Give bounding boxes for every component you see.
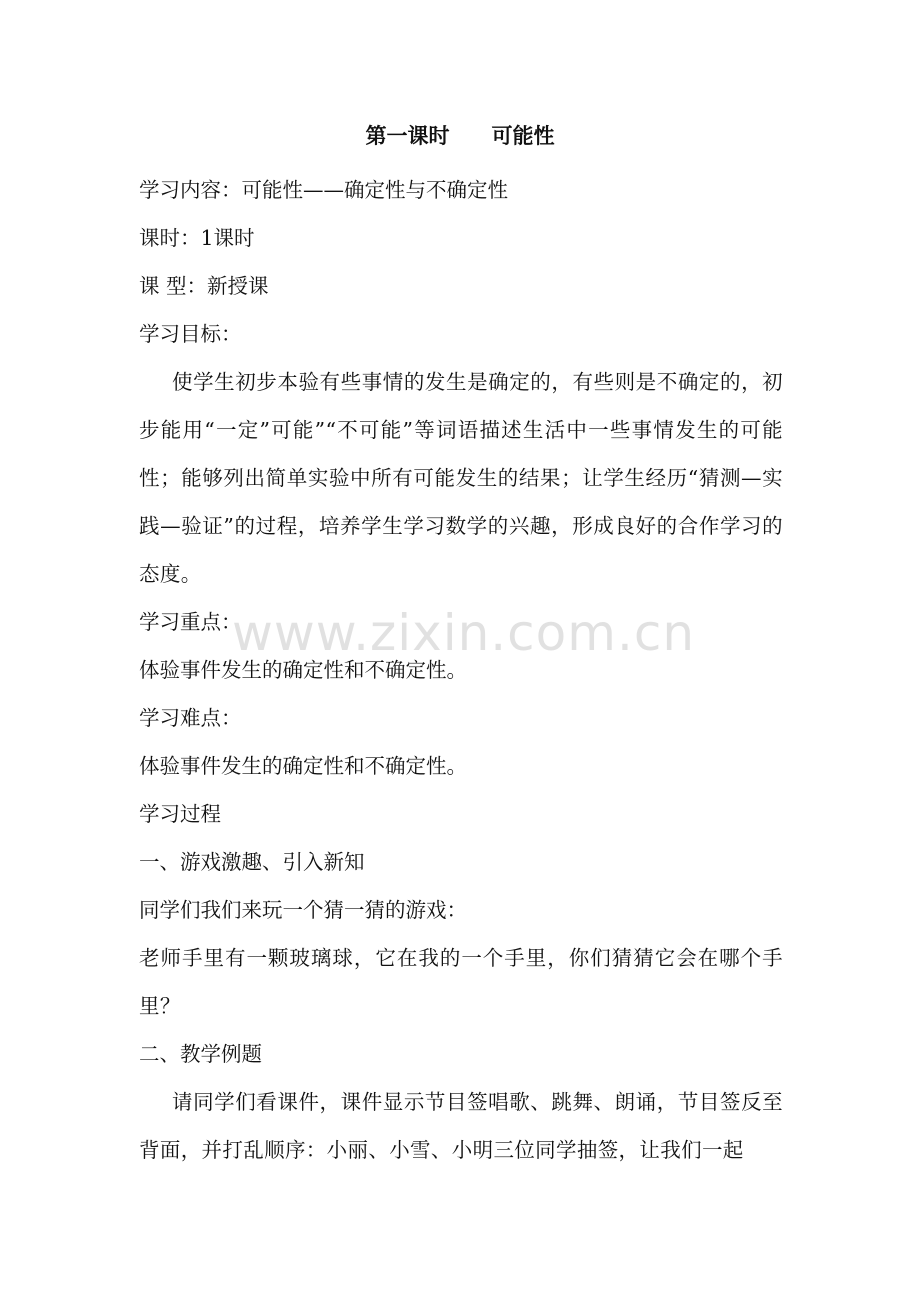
- objectives-label: 学习目标：: [139, 322, 242, 346]
- lesson-type-line: 课 型：新授课: [139, 274, 269, 298]
- section-2-heading: 二、教学例题: [139, 1042, 262, 1066]
- document-body: [139, 166, 783, 1174]
- objectives-paragraph: 使学生初步本验有些事情的发生是确定的，有些则是不确定的，初步能用“一定”可能”“不可能”等词语描述生活中一些事情发生的可能性；能够列出简单实验中所有可能发生的结果；让学生经历“猜测—实践—验证”的过程，培养学生学习数学的兴趣，形成良好的合作学习的态度。: [139, 370, 784, 586]
- key-point-text: 体验事件发生的确定性和不确定性。: [139, 658, 467, 682]
- section-1-heading: 一、游戏激趣、引入新知: [139, 850, 365, 874]
- difficulty-text: 体验事件发生的确定性和不确定性。: [139, 754, 467, 778]
- section-1-line-2: 老师手里有一颗玻璃球，它在我的一个手里，你们猜猜它会在哪个手里？: [139, 946, 783, 1018]
- watermark: www.zixin.com.cn: [232, 604, 696, 662]
- document-title: 第一课时 可能性: [365, 123, 555, 148]
- difficulty-label: 学习难点：: [139, 706, 242, 730]
- section-1-line-1: 同学们我们来玩一个猜一猜的游戏：: [139, 898, 467, 922]
- process-label: 学习过程: [139, 802, 221, 826]
- section-2-paragraph: 请同学们看课件，课件显示节目签唱歌、跳舞、朗诵，节目签反至背面，并打乱顺序：小丽、小雪、小明三位同学抽签，让我们一起: [139, 1090, 783, 1162]
- key-point-label: 学习重点：: [139, 610, 242, 634]
- class-hours-line: 课时：1课时: [139, 226, 255, 250]
- learning-content-line: 学习内容：可能性——确定性与不确定性: [139, 178, 508, 202]
